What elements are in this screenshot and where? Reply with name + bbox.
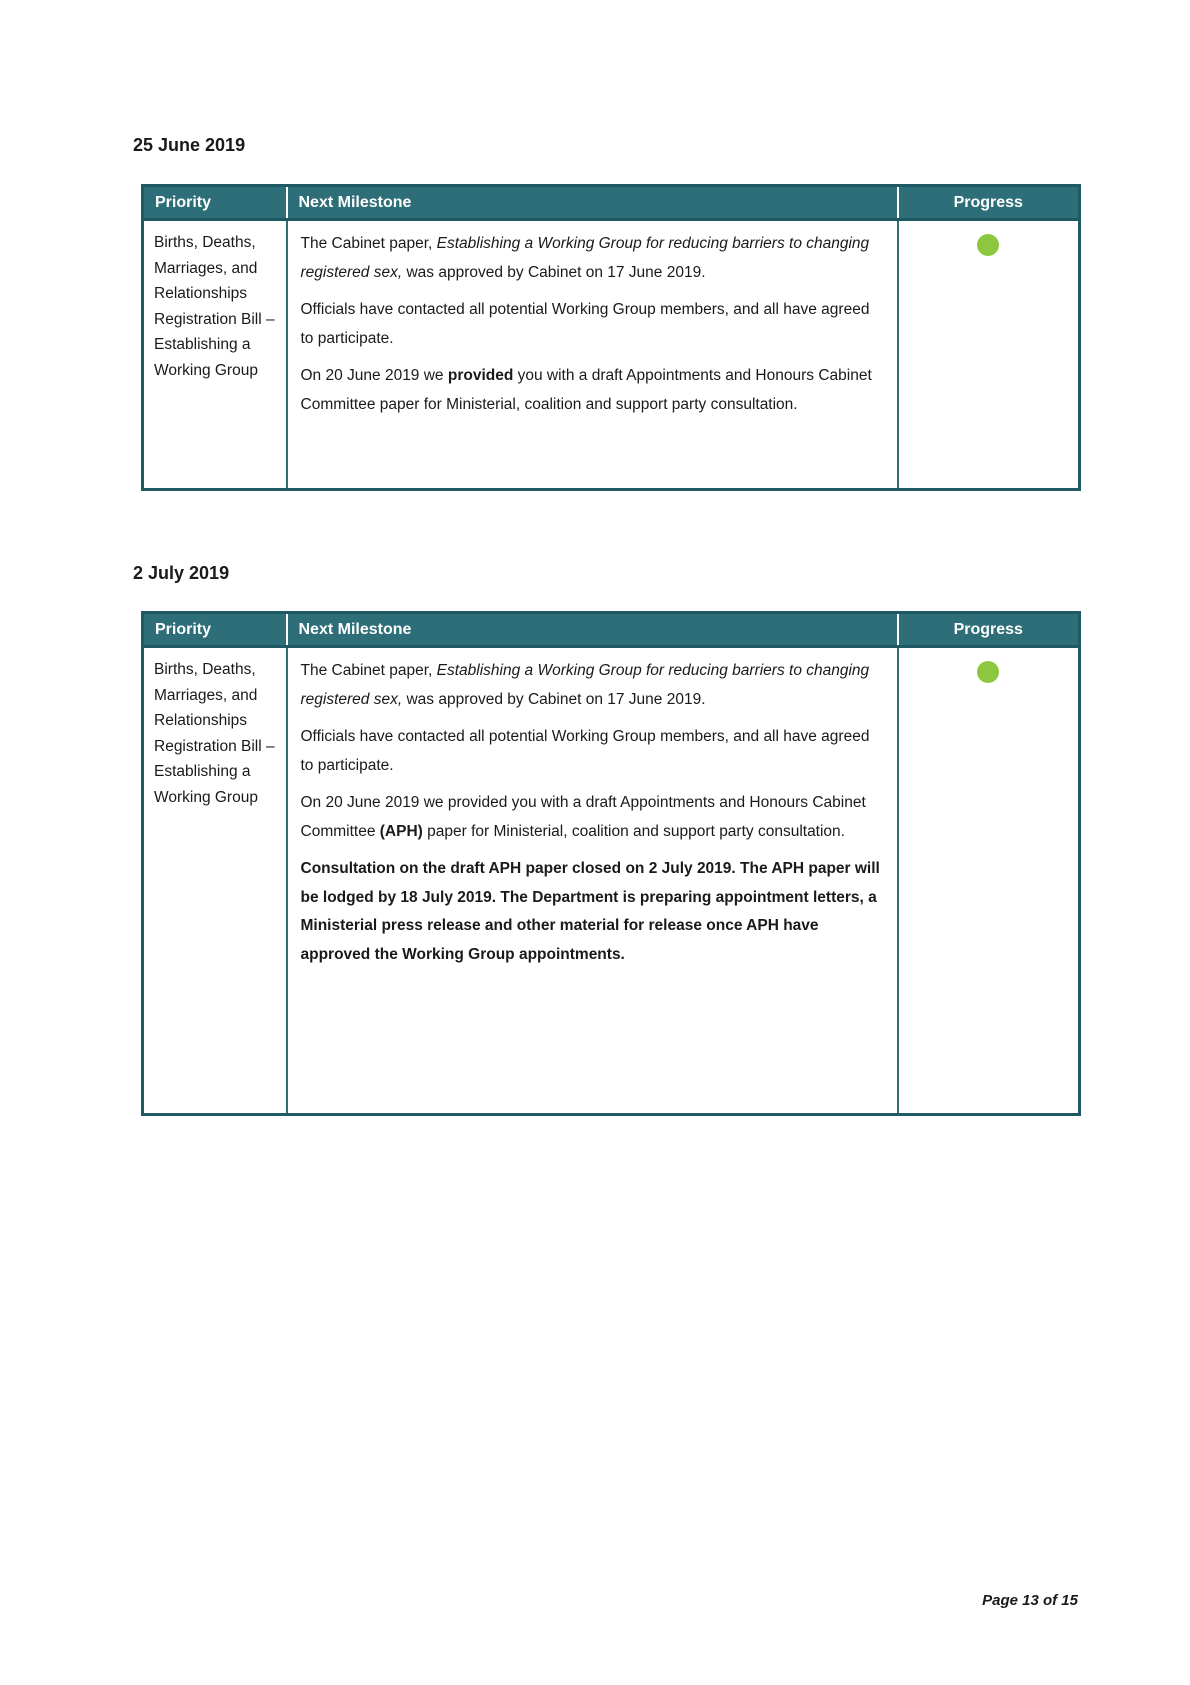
col-header-priority: Priority — [143, 613, 287, 647]
priority-cell: Births, Deaths, Marriages, and Relationships Registration Bill – Establishing a Working Group — [143, 647, 287, 1115]
col-header-next-milestone: Next Milestone — [287, 613, 898, 647]
col-header-progress: Progress — [898, 186, 1080, 220]
milestone-paragraph: The Cabinet paper, Establishing a Working Group for reducing barriers to changing registered sex, was approved by Cabinet on 17 June 2019. — [300, 662, 870, 708]
table-header-row — [143, 613, 1080, 647]
table-row — [143, 220, 1080, 490]
progress-cell — [898, 647, 1080, 1115]
page-number: Page 13 of 15 — [982, 1592, 1078, 1609]
milestone-paragraph: On 20 June 2019 we provided you with a draft Appointments and Honours Cabinet Committee (APH) paper for Ministerial, coalition and support party consultation. — [300, 794, 866, 840]
col-header-next-milestone: Next Milestone — [287, 186, 898, 220]
table-header-row — [143, 186, 1080, 220]
milestone-paragraph: Officials have contacted all potential Working Group members, and all have agreed to participate. — [300, 728, 870, 774]
milestone-paragraph: The Cabinet paper, Establishing a Working Group for reducing barriers to changing registered sex, was approved by Cabinet on 17 June 2019. — [300, 235, 870, 281]
milestone-paragraph: Officials have contacted all potential Working Group members, and all have agreed to participate. — [300, 301, 870, 347]
table-row — [143, 647, 1080, 1115]
milestone-cell — [287, 647, 898, 1115]
progress-green-dot-icon — [977, 234, 999, 256]
milestone-cell — [287, 220, 898, 490]
milestone-paragraph: On 20 June 2019 we provided you with a draft Appointments and Honours Cabinet Committee paper for Ministerial, coalition and support party consultation. — [300, 367, 872, 413]
progress-cell — [898, 220, 1080, 490]
col-header-progress: Progress — [898, 613, 1080, 647]
priority-cell: Births, Deaths, Marriages, and Relationships Registration Bill – Establishing a Working Group — [143, 220, 287, 490]
col-header-priority: Priority — [143, 186, 287, 220]
section-heading-2-july: 2 July 2019 — [133, 563, 230, 583]
milestone-paragraph: Consultation on the draft APH paper closed on 2 July 2019. The APH paper will be lodged by 18 July 2019. The Department is preparing appointment letters, a Ministerial press release and other material for release once APH have approved the Working Group appointments. — [300, 860, 880, 963]
section-heading-25-june: 25 June 2019 — [133, 135, 246, 155]
status-table-25-june — [141, 184, 1081, 491]
progress-green-dot-icon — [977, 661, 999, 683]
status-table-2-july — [141, 611, 1081, 1116]
